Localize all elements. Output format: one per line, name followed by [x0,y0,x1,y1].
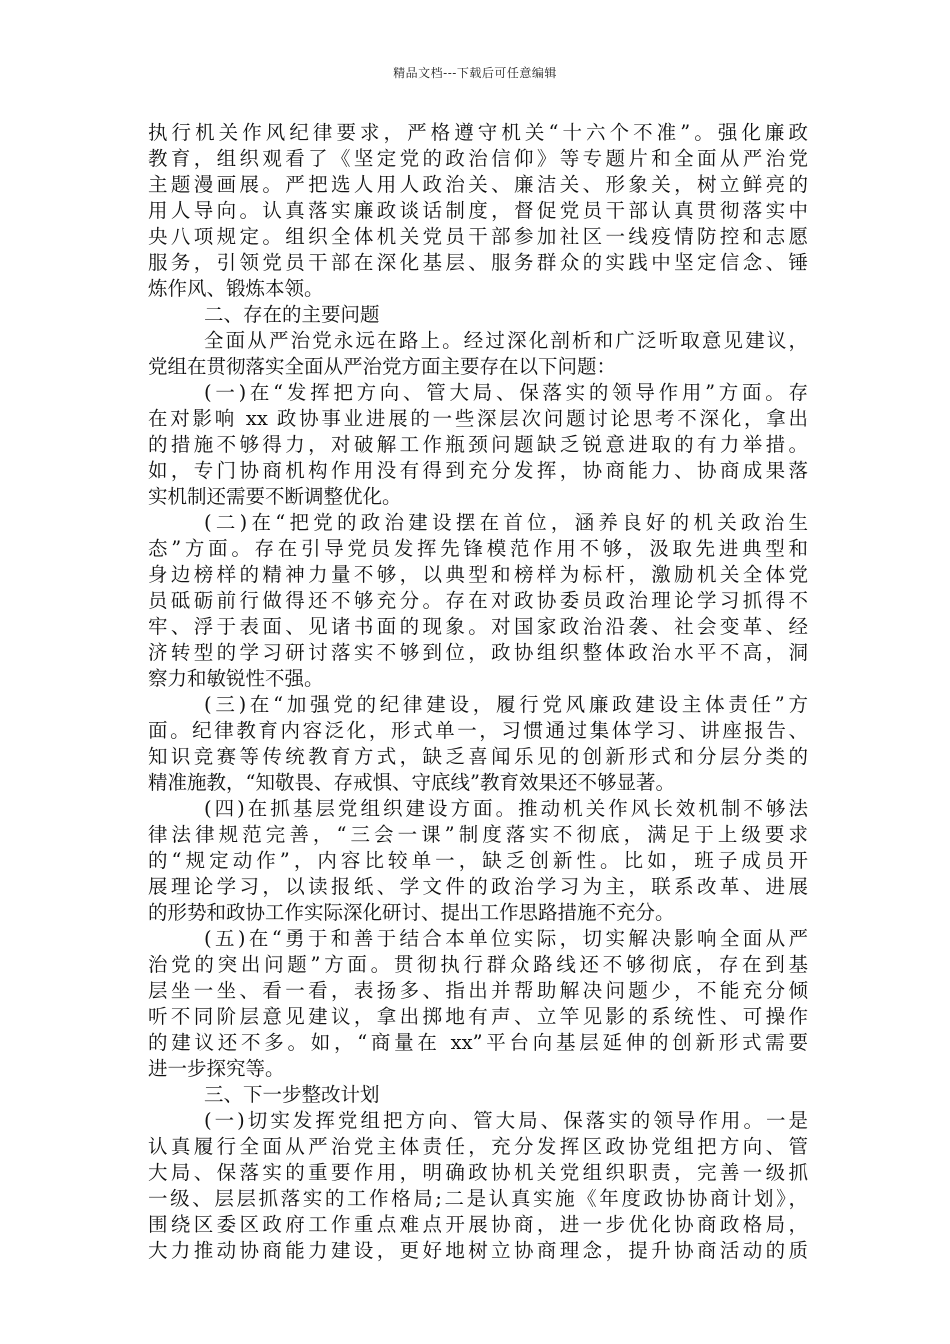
text-line: 主题漫画展。严把选人用人政治关、廉洁关、形象关，树立鲜亮的 [148,173,808,196]
text-line: 执行机关作风纪律要求，严格遵守机关“十六个不准”。强化廉政 [148,121,808,144]
text-line: 济转型的学习研讨落实不够到位，政协组织整体政治水平不高，洞 [148,641,808,664]
text-line: (一)切实发挥党组把方向、管大局、保落实的领导作用。一是 [204,1109,808,1132]
text-line: 面。纪律教育内容泛化，形式单一，习惯通过集体学习、讲座报告、 [148,719,808,742]
text-line: 治党的突出问题”方面。贯彻执行群众路线还不够彻底，存在到基 [148,953,808,976]
text-line: 牢、浮于表面、见诸书面的现象。对国家政治沿袭、社会变革、经 [148,615,808,638]
page-header: 精品文档---下载后可任意编辑 [393,66,557,80]
text-line: 的形势和政协工作实际深化研讨、提出工作思路措施不充分。 [148,901,675,924]
text-line: 身边榜样的精神力量不够，以典型和榜样为标杆，激励机关全体党 [148,563,808,586]
text-line: 进一步探究等。 [148,1057,285,1080]
text-line: 教育，组织观看了《坚定党的政治信仰》等专题片和全面从严治党 [148,147,808,170]
text-line: 的措施不够得力，对破解工作瓶颈问题缺乏锐意进取的有力举措。 [148,433,808,456]
text-line: 大局、保落实的重要作用，明确政协机关党组织职责，完善一级抓 [148,1161,808,1184]
text-line: 央八项规定。组织全体机关党员干部参加社区一线疫情防控和志愿 [148,225,808,248]
text-line: 三、下一步整改计划 [204,1083,380,1106]
text-line: 大力推动协商能力建设，更好地树立协商理念，提升协商活动的质 [148,1239,808,1262]
text-line: 全面从严治党永远在路上。经过深化剖析和广泛听取意见建议， [204,329,808,352]
text-line: 员砥砺前行做得还不够充分。存在对政协委员政治理论学习抓得不 [148,589,808,612]
text-line: 听不同阶层意见建议，拿出掷地有声、立竿见影的系统性、可操作 [148,1005,808,1028]
text-line: (三)在“加强党的纪律建设，履行党风廉政建设主体责任”方 [204,693,808,716]
text-line: (二)在“把党的政治建设摆在首位，涵养良好的机关政治生 [204,511,808,534]
text-line: 用人导向。认真落实廉政谈话制度，督促党员干部认真贯彻落实中 [148,199,808,222]
text-line: 如，专门协商机构作用没有得到充分发挥，协商能力、协商成果落 [148,459,808,482]
text-line: 一级、层层抓落实的工作格局;二是认真实施《年度政协协商计划》， [148,1187,808,1210]
text-line: (五)在“勇于和善于结合本单位实际，切实解决影响全面从严 [204,927,808,950]
text-line: 律法律规范完善，“三会一课”制度落实不彻底，满足于上级要求 [148,823,808,846]
text-line: 展理论学习，以读报纸、学文件的政治学习为主，联系改革、进展 [148,875,808,898]
text-line: (四)在抓基层党组织建设方面。推动机关作风长效机制不够法 [204,797,808,820]
text-line: 炼作风、锻炼本领。 [148,277,324,300]
text-line: 的建议还不多。如，“商量在 xx”平台向基层延伸的创新形式需要 [148,1031,808,1054]
text-line: 党组在贯彻落实全面从严治党方面主要存在以下问题： [148,355,617,378]
text-line: 的“规定动作”，内容比较单一，缺乏创新性。比如，班子成员开 [148,849,808,872]
text-line: (一)在“发挥把方向、管大局、保落实的领导作用”方面。存 [204,381,808,404]
text-line: 实机制还需要不断调整优化。 [148,485,402,508]
text-line: 在对影响 xx 政协事业进展的一些深层次问题讨论思考不深化，拿出 [148,407,808,430]
text-line: 围绕区委区政府工作重点难点开展协商，进一步优化协商政格局， [148,1213,808,1236]
text-line: 二、存在的主要问题 [204,303,380,326]
document-body [148,120,808,1264]
text-line: 精准施教，“知敬畏、存戒惧、守底线”教育效果还不够显著。 [148,771,675,794]
text-line: 态”方面。存在引导党员发挥先锋模范作用不够，汲取先进典型和 [148,537,808,560]
text-line: 认真履行全面从严治党主体责任，充分发挥区政协党组把方向、管 [148,1135,808,1158]
text-line: 层坐一坐、看一看，表扬多、指出并帮助解决问题少，不能充分倾 [148,979,808,1002]
text-line: 服务，引领党员干部在深化基层、服务群众的实践中坚定信念、锤 [148,251,808,274]
text-line: 察力和敏锐性不强。 [148,667,324,690]
text-line: 知识竞赛等传统教育方式，缺乏喜闻乐见的创新形式和分层分类的 [148,745,808,768]
